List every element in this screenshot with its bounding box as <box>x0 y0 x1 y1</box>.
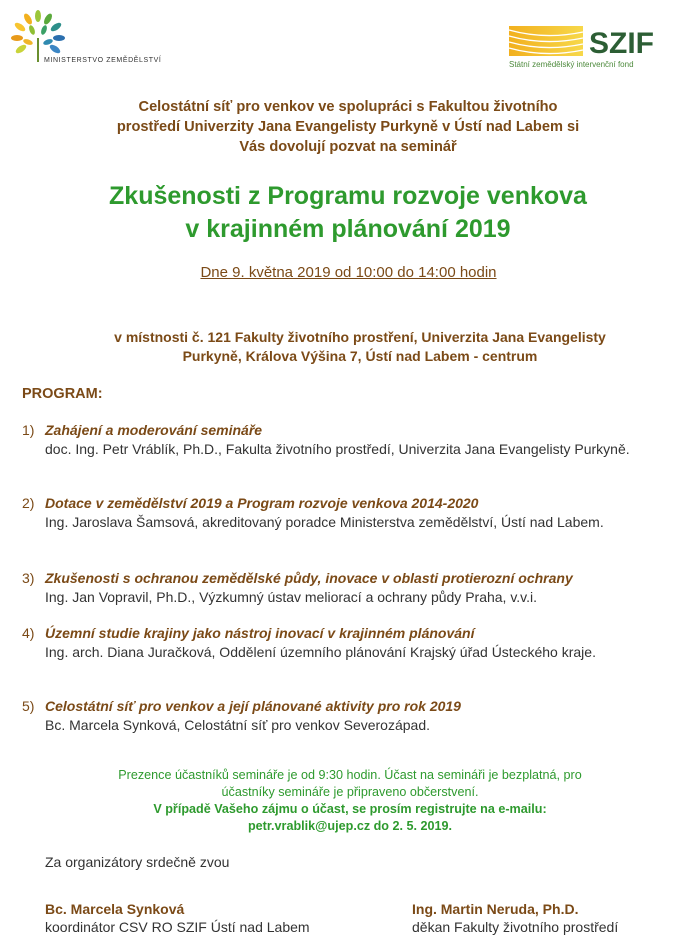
item-description: Ing. Jan Vopravil, Ph.D., Výzkumný ústav meliorací a ochrany půdy Praha, v.v.i. <box>45 589 538 605</box>
notice-line: účastníky semináře je připraveno občerstvení. <box>221 785 479 799</box>
title-line: Zkušenosti z Programu rozvoje venkova <box>109 182 587 210</box>
intro-line: Vás dovolují pozvat na seminář <box>239 139 457 155</box>
item-description: Ing. arch. Diana Juračková, Oddělení územního plánování Krajský úřad Ústeckého kraje. <box>45 644 596 660</box>
item-heading: Zahájení a moderování semináře <box>45 422 263 438</box>
item-heading: Zkušenosti s ochranou zemědělské půdy, inovace v oblasti protierozní ochrany <box>45 570 573 586</box>
title-line: v krajinném plánování 2019 <box>185 215 511 243</box>
signature-role: koordinátor CSV RO SZIF Ústí nad Labem <box>45 919 310 935</box>
invitation-intro <box>30 97 666 157</box>
venue-line: Purkyně, Králova Výšina 7, Ústí nad Labem - centrum <box>182 348 538 364</box>
registration-email[interactable]: petr.vrablik@ujep.cz do 2. 5. 2019. <box>247 819 453 833</box>
szif-subtitle: Státní zemědělský intervenční fond <box>509 60 634 69</box>
item-number: 4) <box>22 625 35 641</box>
notice-line: Prezence účastníků semináře je od 9:30 hodin. Účast na semináři je bezplatná, pro <box>118 768 582 782</box>
signature-name: Bc. Marcela Synková <box>45 901 185 917</box>
ministry-logo-text: MINISTERSTVO ZEMĚDĚLSTVÍ <box>44 57 162 64</box>
item-number: 1) <box>22 422 35 438</box>
item-heading: Dotace v zemědělství 2019 a Program rozvoje venkova 2014-2020 <box>45 495 479 511</box>
venue <box>55 328 665 366</box>
item-description: Ing. Jaroslava Šamsová, akreditovaný poradce Ministerstva zemědělství, Ústí nad Labem. <box>45 514 604 530</box>
item-description: Bc. Marcela Synková, Celostátní síť pro venkov Severozápad. <box>45 717 430 733</box>
item-number: 5) <box>22 698 35 714</box>
szif-logo-text: SZIF <box>589 27 654 58</box>
closing-text: Za organizátory srdečně zvou <box>45 854 230 870</box>
program-heading: PROGRAM: <box>22 386 103 402</box>
signature-role: děkan Fakulty životního prostředí <box>412 919 619 935</box>
venue-line: v místnosti č. 121 Fakulty životního prostření, Univerzita Jana Evangelisty <box>114 329 606 345</box>
date-text: Dne 9. května 2019 od 10:00 do 14:00 hodin <box>200 264 497 281</box>
signature-right <box>412 900 618 936</box>
item-number: 3) <box>22 570 35 586</box>
signature-left <box>45 900 310 936</box>
item-heading: Územní studie krajiny jako nástroj inovací v krajinném plánování <box>45 625 475 641</box>
registration-notice <box>60 767 640 835</box>
seminar-title <box>30 180 666 246</box>
notice-line: V případě Vašeho zájmu o účast, se prosím registrujte na e-mailu: <box>153 802 547 816</box>
szif-fields-icon <box>505 22 685 58</box>
item-number: 2) <box>22 495 35 511</box>
signature-name: Ing. Martin Neruda, Ph.D. <box>412 901 579 917</box>
item-description: doc. Ing. Petr Vráblík, Ph.D., Fakulta životního prostředí, Univerzita Jana Evangelisty Purkyně. <box>45 441 630 457</box>
intro-line: Celostátní síť pro venkov ve spolupráci s Fakultou životního <box>138 99 558 115</box>
item-heading: Celostátní síť pro venkov a její plánované aktivity pro rok 2019 <box>45 698 461 714</box>
seminar-date <box>0 264 697 281</box>
intro-line: prostředí Univerzity Jana Evangelisty Purkyně v Ústí nad Labem si <box>116 119 580 135</box>
